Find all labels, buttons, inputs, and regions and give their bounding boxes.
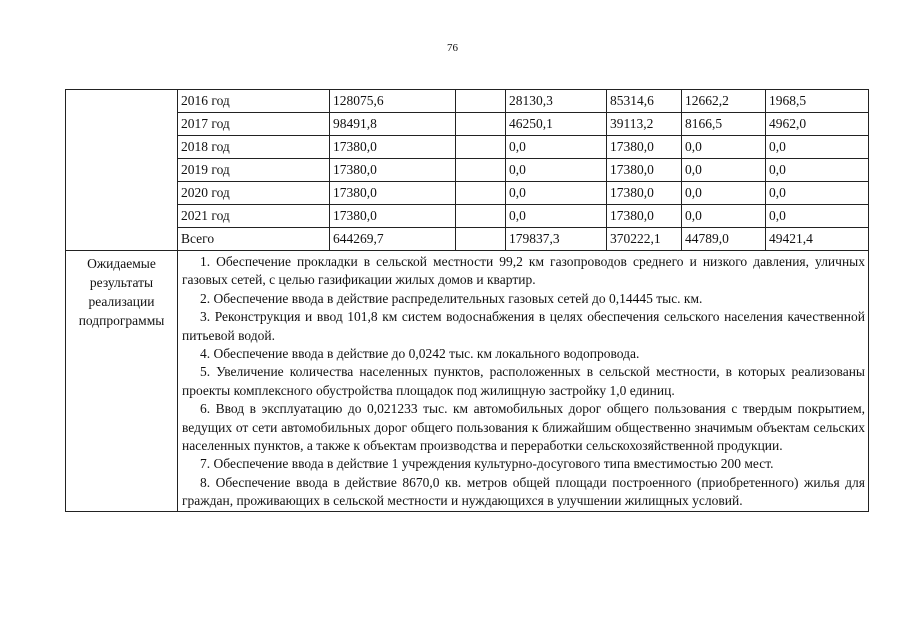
value-cell: 17380,0 (607, 182, 682, 205)
value-cell (456, 113, 506, 136)
table-row (66, 136, 869, 159)
results-label: Ожидаемые результаты реализации подпрограммы (66, 251, 178, 512)
finance-rows (66, 90, 869, 512)
value-cell: 0,0 (766, 159, 869, 182)
result-item: 3. Реконструкция и ввод 101,8 км систем водоснабжения в целях обеспечения сельского населения качественной питьевой водой. (182, 309, 865, 343)
value-cell: 0,0 (766, 136, 869, 159)
table-row (66, 228, 869, 251)
value-cell (456, 182, 506, 205)
value-cell: 17380,0 (607, 205, 682, 228)
year-label: 2016 год (178, 90, 330, 113)
value-cell: 0,0 (506, 159, 607, 182)
result-item: 8. Обеспечение ввода в действие 8670,0 кв. метров общей площади построенного (приобретенного) жилья для граждан, проживающих в сельской местности и нуждающихся в улучшении жилищных условий. (182, 474, 865, 509)
value-cell: 17380,0 (330, 205, 456, 228)
year-label: 2021 год (178, 205, 330, 228)
result-item: 1. Обеспечение прокладки в сельской местности 99,2 км газопроводов среднего и низкого давления, уличных газовых сетей, с целью газификации жилых домов и квартир. (182, 254, 865, 288)
year-label: 2018 год (178, 136, 330, 159)
results-row (66, 251, 869, 512)
table-row (66, 90, 869, 113)
value-cell: 128075,6 (330, 90, 456, 113)
value-cell (456, 228, 506, 251)
value-cell: 1968,5 (766, 90, 869, 113)
value-cell: 0,0 (766, 205, 869, 228)
value-cell (456, 205, 506, 228)
value-cell: 644269,7 (330, 228, 456, 251)
value-cell: 0,0 (682, 182, 766, 205)
value-cell: 0,0 (682, 205, 766, 228)
table-row (66, 205, 869, 228)
year-label: 2017 год (178, 113, 330, 136)
value-cell: 17380,0 (330, 159, 456, 182)
result-item: 4. Обеспечение ввода в действие до 0,0242 тыс. км локального водопровода. (200, 346, 640, 362)
value-cell: 28130,3 (506, 90, 607, 113)
result-item: 2. Обеспечение ввода в действие распределительных газовых сетей до 0,14445 тыс. км. (200, 290, 703, 306)
value-cell (456, 136, 506, 159)
year-label: 2019 год (178, 159, 330, 182)
empty-label-cell (66, 90, 178, 251)
year-label: 2020 год (178, 182, 330, 205)
subprogram-passport-table (65, 89, 869, 512)
result-item: 7. Обеспечение ввода в действие 1 учреждения культурно-досугового типа вместимостью 200 мест. (200, 456, 774, 472)
value-cell: 0,0 (682, 159, 766, 182)
value-cell: 85314,6 (607, 90, 682, 113)
total-label: Всего (178, 228, 330, 251)
value-cell (456, 90, 506, 113)
value-cell: 0,0 (682, 136, 766, 159)
value-cell: 4962,0 (766, 113, 869, 136)
value-cell (456, 159, 506, 182)
value-cell: 12662,2 (682, 90, 766, 113)
table-row (66, 113, 869, 136)
value-cell: 17380,0 (607, 136, 682, 159)
value-cell: 17380,0 (330, 182, 456, 205)
value-cell: 98491,8 (330, 113, 456, 136)
value-cell: 0,0 (506, 136, 607, 159)
value-cell: 39113,2 (607, 113, 682, 136)
value-cell: 0,0 (506, 205, 607, 228)
table-row (66, 159, 869, 182)
results-list (178, 251, 869, 512)
page-number: 76 (447, 42, 458, 54)
value-cell: 49421,4 (766, 228, 869, 251)
value-cell: 179837,3 (506, 228, 607, 251)
value-cell: 0,0 (766, 182, 869, 205)
value-cell: 8166,5 (682, 113, 766, 136)
result-item: 6. Ввод в эксплуатацию до 0,021233 тыс. км автомобильных дорог общего пользования с твердым покрытием, ведущих от сети автомобильных дорог общего пользования к ближайшим общественно значимым объектам сельских населенных пунктов, а также к объектам производства и переработки сельскохозяйственной продукции. (182, 401, 865, 454)
value-cell: 370222,1 (607, 228, 682, 251)
table-row (66, 182, 869, 205)
value-cell: 17380,0 (330, 136, 456, 159)
value-cell: 17380,0 (607, 159, 682, 182)
value-cell: 46250,1 (506, 113, 607, 136)
value-cell: 44789,0 (682, 228, 766, 251)
value-cell: 0,0 (506, 182, 607, 205)
result-item: 5. Увеличение количества населенных пунктов, расположенных в сельской местности, в которых реализованы проекты комплексного обустройства площадок под жилищную застройку 1,0 единиц. (182, 364, 865, 398)
